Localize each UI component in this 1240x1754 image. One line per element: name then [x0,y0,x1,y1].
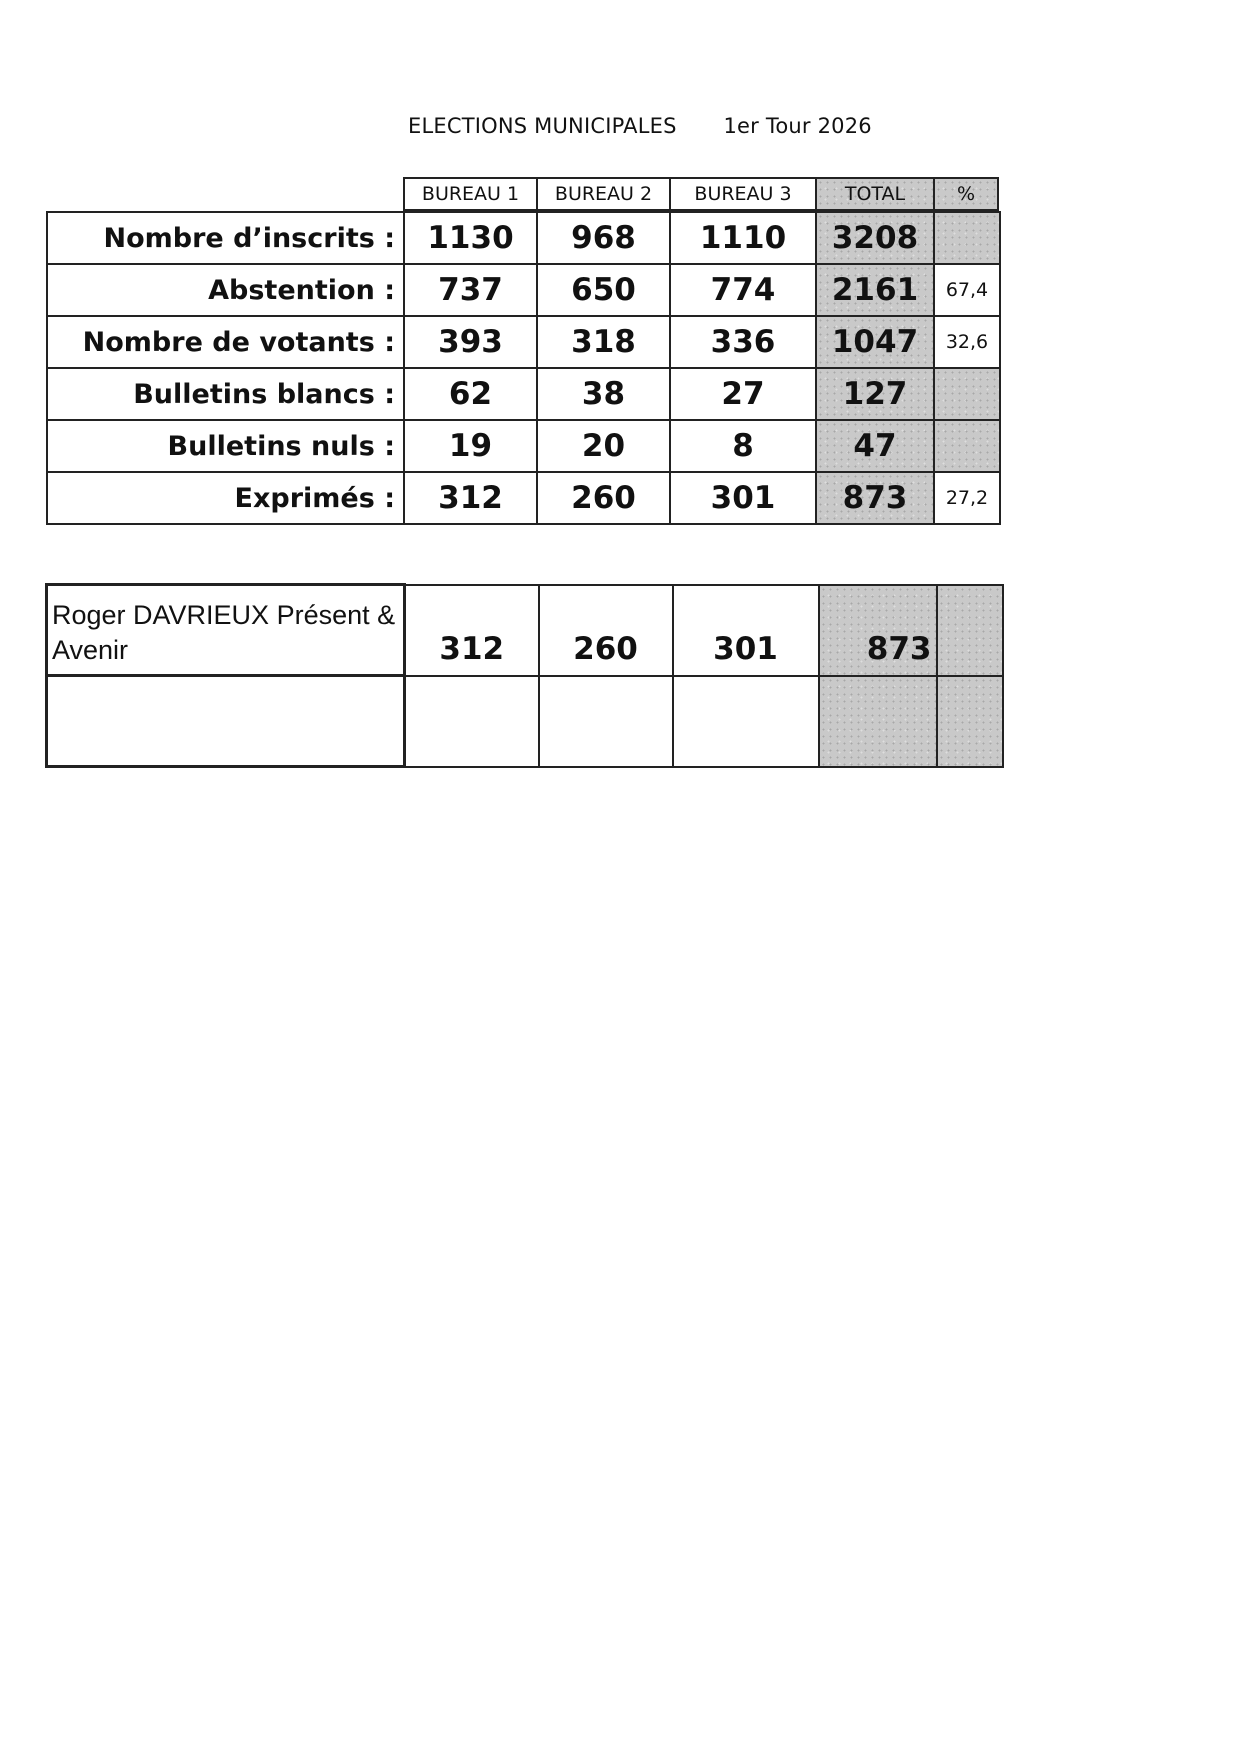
cell-bureau-2: 38 [537,368,670,420]
cell-bureau-1: 62 [404,368,537,420]
table-row [47,472,1000,524]
cell-bureau-1: 312 [405,585,539,676]
cell-total: 2161 [816,264,934,316]
cell-bureau-3: 301 [670,472,816,524]
table-row [47,316,1000,368]
candidate-name [47,676,405,767]
cell-bureau-1: 19 [404,420,537,472]
candidate-name: Roger DAVRIEUX Présent & Avenir [47,585,405,676]
header-bureau-2: BUREAU 2 [536,177,669,211]
cell-percent: 27,2 [934,472,1000,524]
cell-bureau-3 [673,676,819,767]
table-row [47,264,1000,316]
table-row [47,585,1003,676]
row-label: Exprimés : [47,472,404,524]
cell-total: 1047 [816,316,934,368]
candidates-table [45,583,1004,768]
cell-percent: 32,6 [934,316,1000,368]
row-label: Nombre d’inscrits : [47,212,404,264]
header-bureau-3: BUREAU 3 [669,177,815,211]
cell-percent [934,212,1000,264]
table-row [47,368,1000,420]
cell-bureau-3: 301 [673,585,819,676]
table-row [47,420,1000,472]
cell-bureau-2: 260 [539,585,673,676]
cell-bureau-2: 318 [537,316,670,368]
cell-percent [937,585,1003,676]
cell-bureau-2 [539,676,673,767]
title-main: ELECTIONS MUNICIPALES [408,114,677,138]
cell-total: 873 [816,472,934,524]
cell-bureau-1: 1130 [404,212,537,264]
cell-bureau-3: 1110 [670,212,816,264]
cell-total [819,676,937,767]
cell-bureau-3: 774 [670,264,816,316]
cell-bureau-1: 737 [404,264,537,316]
cell-total: 873 [819,585,937,676]
row-label: Bulletins blancs : [47,368,404,420]
page-title [408,114,938,138]
row-label: Nombre de votants : [47,316,404,368]
cell-total: 127 [816,368,934,420]
header-total: TOTAL [815,177,933,211]
results-table [46,211,1001,525]
cell-percent [934,368,1000,420]
cell-bureau-2: 260 [537,472,670,524]
row-label: Abstention : [47,264,404,316]
cell-bureau-1 [405,676,539,767]
cell-bureau-3: 8 [670,420,816,472]
header-percent: % [933,177,999,211]
cell-percent: 67,4 [934,264,1000,316]
cell-bureau-1: 393 [404,316,537,368]
cell-bureau-3: 336 [670,316,816,368]
cell-percent [934,420,1000,472]
cell-bureau-2: 968 [537,212,670,264]
table-row [47,212,1000,264]
cell-bureau-2: 650 [537,264,670,316]
cell-bureau-3: 27 [670,368,816,420]
cell-total: 3208 [816,212,934,264]
cell-bureau-1: 312 [404,472,537,524]
table-row [47,676,1003,767]
cell-percent [937,676,1003,767]
title-round: 1er Tour 2026 [723,114,872,138]
cell-bureau-2: 20 [537,420,670,472]
row-label: Bulletins nuls : [47,420,404,472]
cell-total: 47 [816,420,934,472]
header-bureau-1: BUREAU 1 [403,177,536,211]
